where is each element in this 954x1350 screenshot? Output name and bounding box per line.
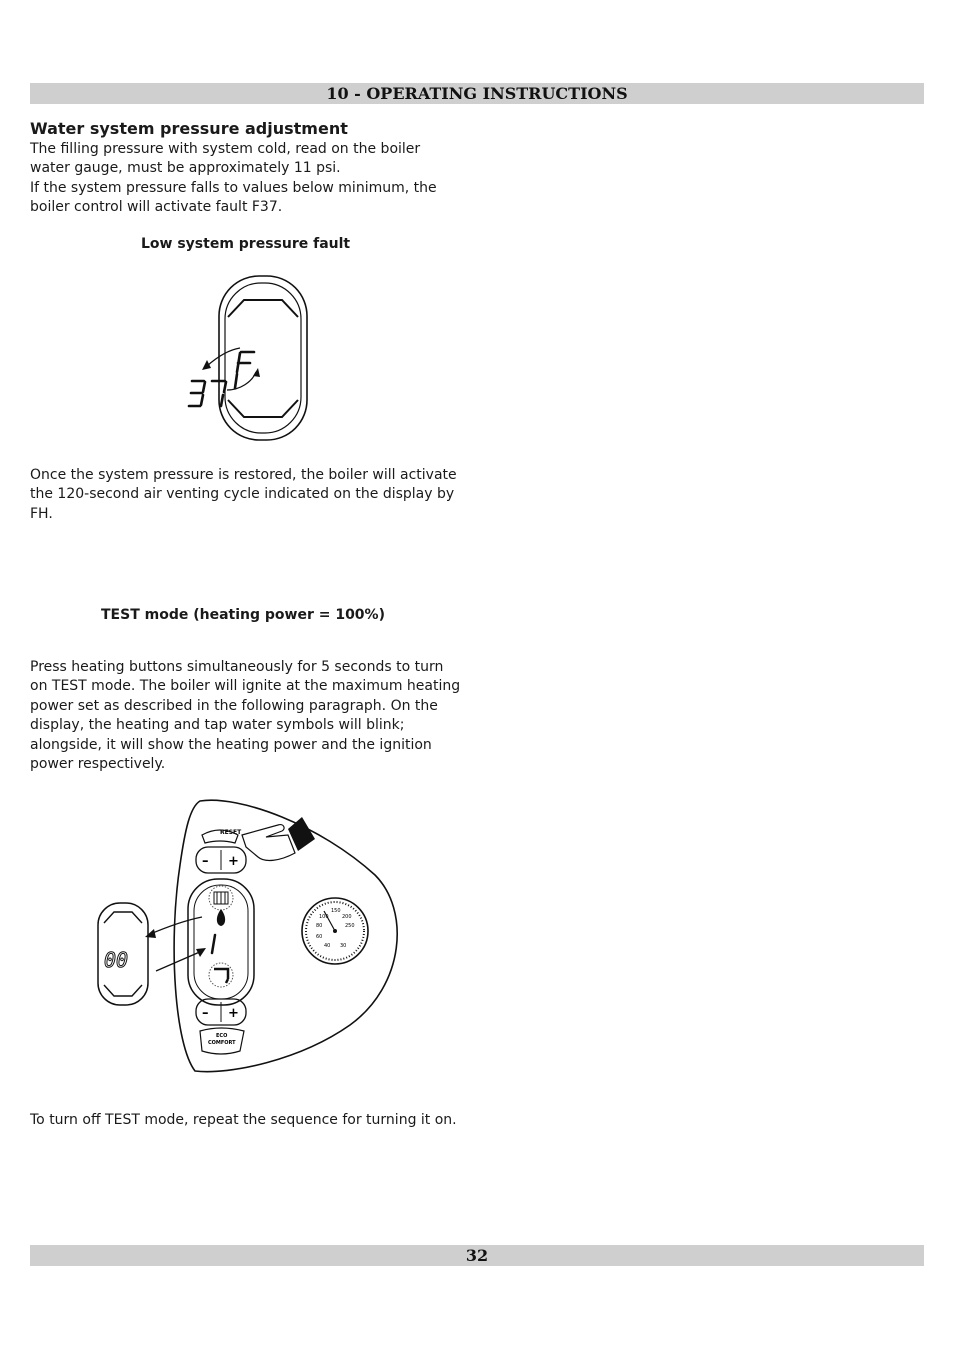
gauge-tick-200: 200 (342, 914, 352, 920)
tap-symbol-halo (209, 963, 233, 987)
header-bar (30, 83, 924, 104)
heating-minus-button[interactable]: – (202, 854, 209, 869)
paragraph-fault-f37: If the system pressure falls to values below minimum, the boiler control will activate fault F37. (30, 179, 437, 216)
tap-water-icon (214, 969, 228, 983)
side-display-up-button-shape (104, 912, 142, 923)
pressure-gauge-icon (302, 898, 368, 964)
gauge-tick-60: 60 (316, 934, 323, 940)
turn-off-text (30, 1111, 460, 1130)
control-panel-figure (90, 795, 410, 1080)
arrow-left-curve (207, 348, 240, 366)
fault-display-figure (180, 270, 320, 450)
section-heading: Water system pressure adjustment (30, 119, 348, 138)
paragraph-air-venting: Once the system pressure is restored, the boiler will activate the 120-second air venting cycle indicated on the display by FH. (30, 467, 457, 522)
fault-digit-3 (189, 381, 205, 406)
figure1-caption: Low system pressure fault (141, 236, 351, 252)
test-mode-text (30, 658, 462, 774)
side-display-down-button-shape (104, 985, 142, 996)
display-digit-one (212, 935, 215, 953)
gauge-tick-100: 100 (319, 914, 329, 920)
heating-plus-button[interactable]: + (228, 854, 239, 869)
arrow-right-head-icon (253, 368, 260, 377)
side-display-value: 00 (104, 948, 129, 972)
page-number: 32 (465, 1246, 489, 1265)
gauge-tick-30: 30 (340, 943, 347, 949)
footer-bar (30, 1245, 924, 1266)
gauge-tick-150: 150 (331, 908, 341, 914)
dhw-plus-button[interactable]: + (228, 1006, 239, 1021)
display-inner-frame (225, 283, 301, 433)
arrow-to-side-display-top-head-icon (145, 929, 156, 938)
dhw-minus-button[interactable]: – (202, 1006, 209, 1021)
gauge-tick-80: 80 (316, 923, 323, 929)
reset-label: RESET (220, 829, 242, 836)
arrow-right-curve (227, 372, 256, 390)
paragraph-turn-off: To turn off TEST mode, repeat the sequence for turning it on. (30, 1112, 457, 1128)
restore-text (30, 466, 460, 524)
fault-letter-f (235, 352, 254, 388)
intro-text (30, 140, 460, 218)
display-down-button-shape (228, 400, 298, 417)
section-title: 10 - OPERATING INSTRUCTIONS (326, 84, 628, 103)
gauge-tick-250: 250 (345, 923, 355, 929)
arrow-from-side-display (156, 951, 202, 971)
eco-label: ECO (216, 1033, 228, 1039)
display-up-button-shape (228, 300, 298, 317)
paragraph-filling-pressure: The filling pressure with system cold, read on the boiler water gauge, must be approximately 11 psi. (30, 141, 421, 177)
flame-icon (217, 909, 225, 926)
arrow-left-head-icon (202, 360, 211, 370)
comfort-label: COMFORT (208, 1040, 236, 1046)
gauge-tick-40: 40 (324, 943, 331, 949)
figure2-caption: TEST mode (heating power = 100%) (101, 607, 385, 623)
pressing-hand-icon (242, 825, 295, 861)
paragraph-test-mode: Press heating buttons simultaneously for 5 seconds to turn on TEST mode. The boiler will ignite at the maximum heating power set as described in the following paragraph. On the display, the heating and tap water symbols will blink; alongside, it will show the heating power and the ignition power respectively. (30, 659, 461, 773)
